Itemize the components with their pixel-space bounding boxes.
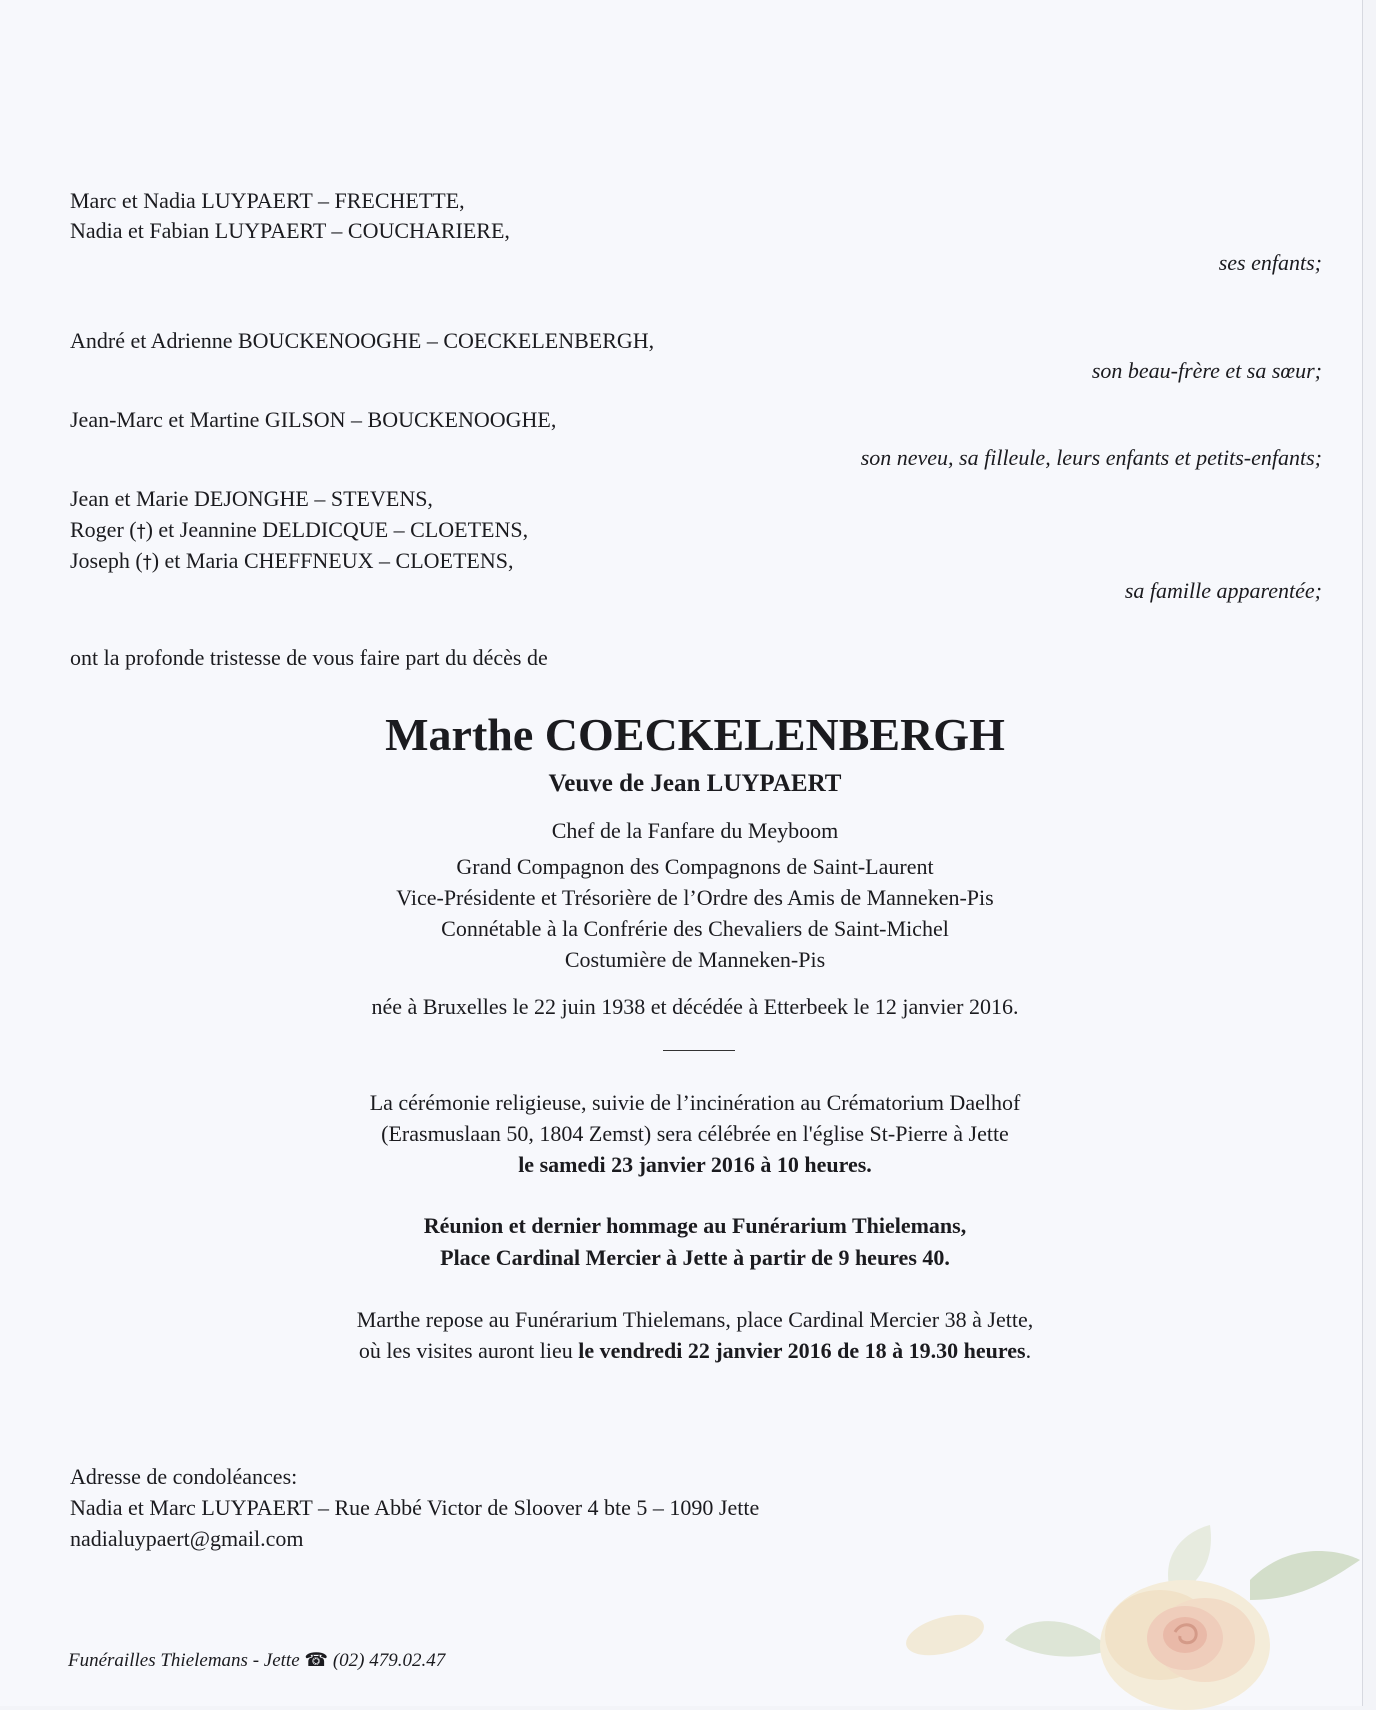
children-role: ses enfants; [1218, 250, 1322, 275]
relative-line-3: Joseph (†) et Maria CHEFFNEUX – CLOETENS, [70, 548, 514, 573]
ceremony-line-1: La cérémonie religieuse, suivie de l’incinération au Crématorium Daelhof [369, 1090, 1021, 1115]
announcement: ont la profonde tristesse de vous faire part du décès de [70, 645, 548, 670]
condolences-address: Nadia et Marc LUYPAERT – Rue Abbé Victor de Sloover 4 bte 5 – 1090 Jette [70, 1495, 760, 1520]
petal-icon [900, 1610, 990, 1660]
relative-line-1: Jean et Marie DEJONGHE – STEVENS, [70, 486, 433, 511]
widow-of: Veuve de Jean LUYPAERT [548, 770, 842, 797]
child-line-2: Nadia et Fabian LUYPAERT – COUCHARIERE, [70, 218, 510, 243]
title-2: Grand Compagnon des Compagnons de Saint-Laurent [456, 854, 934, 879]
sibling-role: son beau-frère et sa sœur; [1091, 358, 1322, 383]
condolences-email: nadialuypaert@gmail.com [70, 1526, 304, 1551]
relatives-role: sa famille apparentée; [1124, 578, 1322, 603]
visits-line-1: Marthe repose au Funérarium Thielemans, place Cardinal Mercier 38 à Jette, [356, 1307, 1034, 1332]
birth-death-dates: née à Bruxelles le 22 juin 1938 et décédée à Etterbeek le 12 janvier 2016. [371, 994, 1019, 1019]
footer: Funérailles Thielemans - Jette ☎ (02) 479.02.47 [68, 1649, 446, 1671]
ceremony-line-2: (Erasmuslaan 50, 1804 Zemst) sera célébrée en l'église St-Pierre à Jette [381, 1121, 1009, 1146]
nephew-role: son neveu, sa filleule, leurs enfants et petits-enfants; [860, 445, 1322, 470]
condolences-heading: Adresse de condoléances: [70, 1464, 298, 1489]
title-5: Costumière de Manneken-Pis [564, 947, 826, 972]
title-3: Vice-Présidente et Trésorière de l’Ordre des Amis de Manneken-Pis [396, 885, 994, 910]
ceremony-date: le samedi 23 janvier 2016 à 10 heures. [518, 1152, 872, 1177]
deceased-name: Marthe COECKELENBERGH [385, 709, 1005, 760]
title-4: Connétable à la Confrérie des Chevaliers de Saint-Michel [441, 916, 949, 941]
deceased-cross-icon: † [136, 521, 146, 542]
deceased-cross-icon: † [142, 552, 152, 573]
relative-line-2: Roger (†) et Jeannine DELDICQUE – CLOETENS, [70, 517, 529, 542]
gathering-line-2: Place Cardinal Mercier à Jette à partir de 9 heures 40. [440, 1245, 950, 1270]
divider [663, 1050, 735, 1051]
gathering-line-1: Réunion et dernier hommage au Funérarium Thielemans, [423, 1213, 967, 1238]
sibling-line: André et Adrienne BOUCKENOOGHE – COECKELENBERGH, [70, 328, 655, 353]
child-line-1: Marc et Nadia LUYPAERT – FRECHETTE, [70, 188, 465, 213]
title-1: Chef de la Fanfare du Meyboom [551, 818, 839, 843]
rose-icon [1000, 1520, 1370, 1710]
phone-icon: ☎ [304, 1649, 329, 1671]
visits-line-2: où les visites auront lieu le vendredi 22 janvier 2016 de 18 à 19.30 heures. [358, 1338, 1032, 1363]
nephew-line: Jean-Marc et Martine GILSON – BOUCKENOOGHE, [70, 407, 557, 432]
